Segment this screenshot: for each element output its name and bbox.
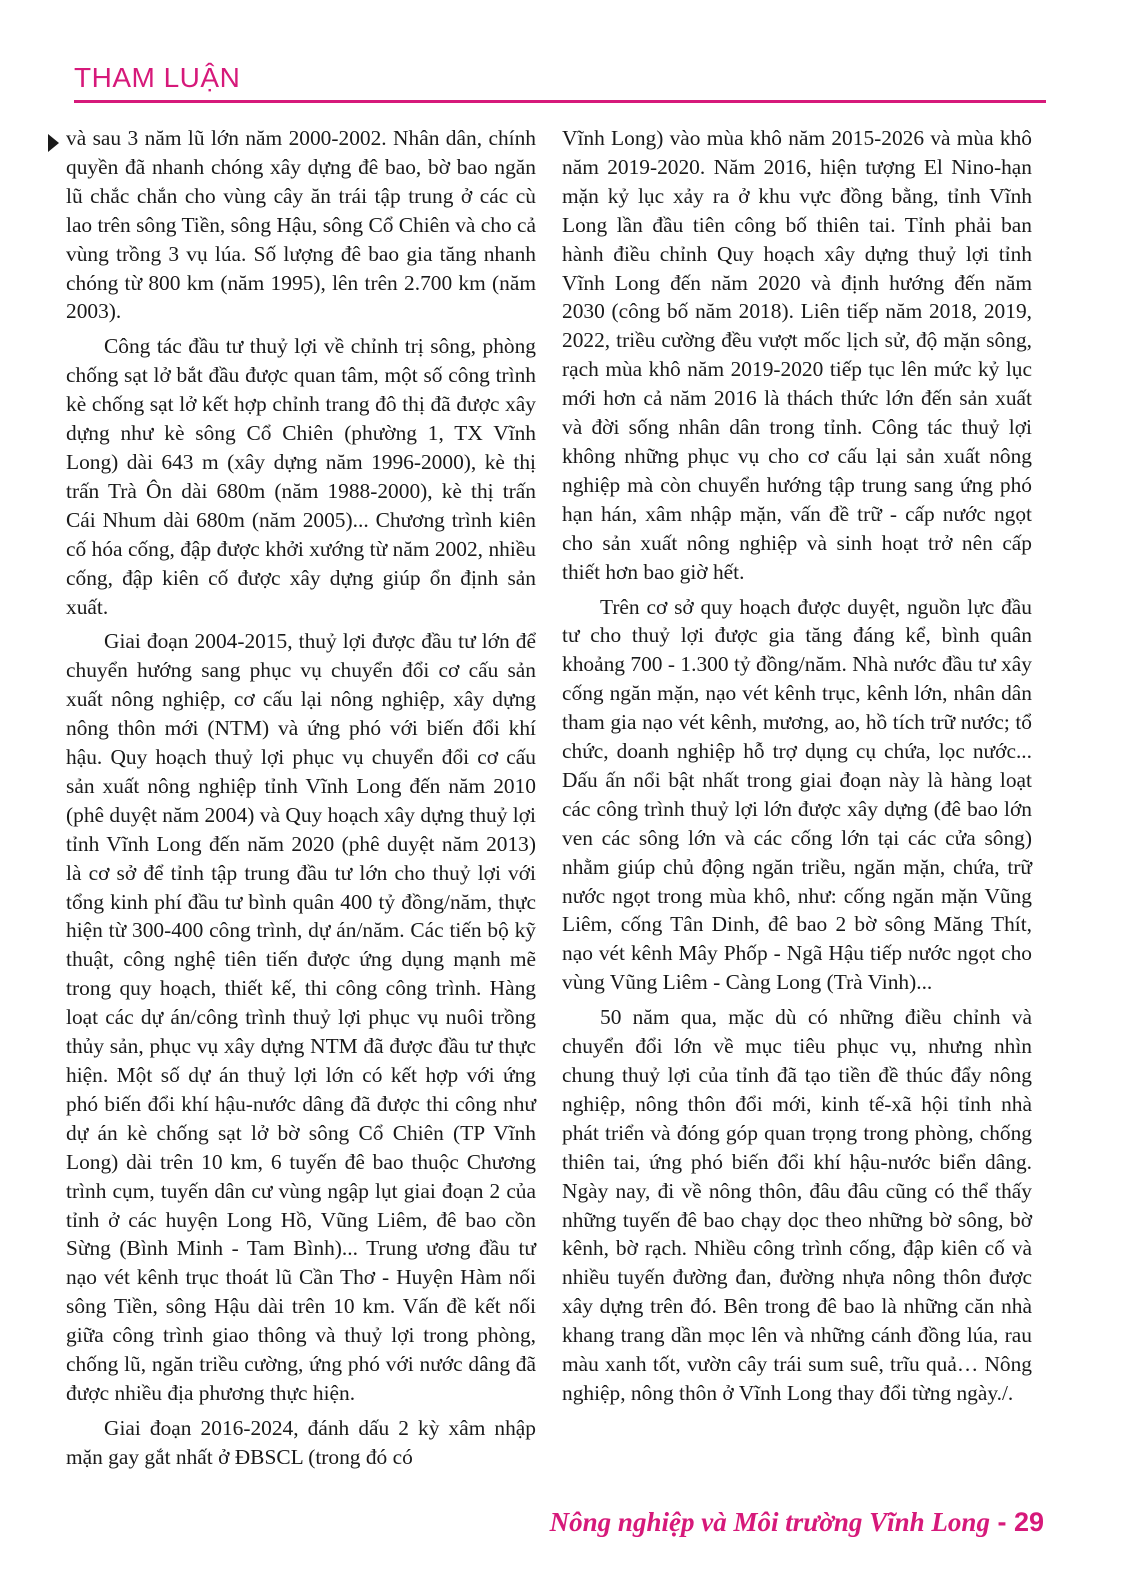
page-number: 29 bbox=[1013, 1507, 1044, 1537]
right-column bbox=[562, 124, 1032, 1414]
section-title: THAM LUẬN bbox=[74, 62, 241, 93]
paragraph: và sau 3 năm lũ lớn năm 2000-2002. Nhân dân, chính quyền đã nhanh chóng xây dựng đê bao, bờ bao ngăn lũ chắc chắn cho vùng cây ăn trái tập trung ở các cù lao trên sông Tiền, sông Hậu, sông Cổ Chiên và cho cả vùng trồng 3 vụ lúa. Số lượng đê bao gia tăng nhanh chóng từ 800 km (năm 1995), lên trên 2.700 km (năm 2003). bbox=[66, 126, 536, 324]
header-rule bbox=[74, 100, 1046, 103]
paragraph: 50 năm qua, mặc dù có những điều chỉnh và chuyển đổi lớn về mục tiêu phục vụ, nhưng nhìn chung thuỷ lợi của tỉnh đã tạo tiền đề thúc đẩy nông nghiệp, nông thôn đổi mới, kinh tế-xã hội tỉnh nhà phát triển và đóng góp quan trọng trong phòng, chống thiên tai, ứng phó biến đổi khí hậu-nước biển dâng. Ngày nay, đi về nông thôn, đâu đâu cũng có thể thấy những tuyến đê bao chạy dọc theo những bờ sông, bờ kênh, bờ rạch. Nhiều công trình cống, đập kiên cố và nhiều tuyến đường đan, đường nhựa nông thôn được xây dựng trên đó. Bên trong đê bao là những căn nhà khang trang dần mọc lên và những cánh đồng lúa, rau màu xanh tốt, vườn cây trái sum suê, trĩu quả… Nông nghiệp, nông thôn ở Vĩnh Long thay đổi từng ngày./. bbox=[562, 1005, 1032, 1405]
footer-separator: - bbox=[989, 1507, 1014, 1537]
paragraph: Giai đoạn 2004-2015, thuỷ lợi được đầu tư lớn để chuyển hướng sang phục vụ chuyển đổi cơ cấu sản xuất nông nghiệp, cơ cấu lại nông nghiệp, xây dựng nông thôn mới (NTM) và ứng phó với biến đổi khí hậu. Quy hoạch thuỷ lợi phục vụ chuyển đổi cơ cấu sản xuất nông nghiệp tỉnh Vĩnh Long đến năm 2010 (phê duyệt năm 2004) và Quy hoạch xây dựng thuỷ lợi tỉnh Vĩnh Long đến năm 2020 (phê duyệt năm 2013) là cơ sở để tỉnh tập trung đầu tư lớn cho thuỷ lợi với tổng kinh phí đầu tư bình quân 400 tỷ đồng/năm, thực hiện từ 300-400 công trình, dự án/năm. Các tiến bộ kỹ thuật, công nghệ tiên tiến được ứng dụng mạnh mẽ trong quy hoạch, thiết kế, thi công công trình. Hàng loạt các dự án/công trình thuỷ lợi phục vụ nuôi trồng thủy sản, phục vụ xây dựng NTM đã được đầu tư thực hiện. Một số dự án thuỷ lợi lớn có kết hợp với ứng phó biến đổi khí hậu-nước dâng đã được thi công như dự án kè chống sạt lở bờ sông Cổ Chiên (TP Vĩnh Long) dài trên 10 km, 6 tuyến đê bao thuộc Chương trình cụm, tuyến dân cư vùng ngập lụt giai đoạn 2 của tỉnh ở các huyện Long Hồ, Vũng Liêm, đê bao cồn Sừng (Bình Minh - Tam Bình)... Trung ương đầu tư nạo vét kênh trục thoát lũ Cần Thơ - Huyện Hàm nối sông Tiền, sông Hậu dài trên 10 km. Vấn đề kết nối giữa công trình giao thông và thuỷ lợi trong phòng, chống lũ, ngăn triều cường, ứng phó với nước dâng đã được nhiều địa phương thực hiện. bbox=[66, 629, 536, 1405]
paragraph: Trên cơ sở quy hoạch được duyệt, nguồn lực đầu tư cho thuỷ lợi được gia tăng đáng kể, bình quân khoảng 700 - 1.300 tỷ đồng/năm. Nhà nước đầu tư xây cống ngăn mặn, nạo vét kênh trục, kênh lớn, nhân dân tham gia nạo vét kênh, mương, ao, hồ tích trữ nước; tổ chức, doanh nghiệp hỗ trợ dụng cụ chứa, lọc nước... Dấu ấn nổi bật nhất trong giai đoạn này là hàng loạt các công trình thuỷ lợi lớn được xây dựng (đê bao lớn ven các sông lớn và các cống lớn tại các cửa sông) nhằm giúp chủ động ngăn triều, ngăn mặn, chứa, trữ nước ngọt trong mùa khô, như: cống ngăn mặn Vũng Liêm, cống Tân Dinh, đê bao 2 bờ sông Măng Thít, nạo vét kênh Mây Phốp - Ngã Hậu tiếp nước ngọt cho vùng Vũng Liêm - Càng Long (Trà Vinh)... bbox=[562, 594, 1032, 995]
paragraph: Vĩnh Long) vào mùa khô năm 2015-2026 và mùa khô năm 2019-2020. Năm 2016, hiện tượng El Nino-hạn mặn kỷ lục xảy ra ở khu vực đồng bằng, tỉnh Vĩnh Long lần đầu tiên công bố thiên tai. Tỉnh phải ban hành điều chỉnh Quy hoạch xây dựng thuỷ lợi tỉnh Vĩnh Long đến năm 2020 và định hướng đến năm 2030 (công bố năm 2018). Liên tiếp năm 2018, 2019, 2022, triều cường đều vượt mốc lịch sử, độ mặn sông, rạch mùa khô năm 2019-2020 tiếp tục lên mức kỷ lục mới hơn cả năm 2016 là thách thức lớn đến sản xuất và đời sống nhân dân trong tỉnh. Công tác thuỷ lợi không những phục vụ cho cơ cấu lại sản xuất nông nghiệp mà còn chuyển hướng tập trung sang ứng phó hạn hán, xâm nhập mặn, vấn đề trữ - cấp nước ngọt cho sản xuất nông nghiệp và sinh hoạt trở nên cấp thiết hơn bao giờ hết. bbox=[562, 126, 1032, 584]
page-footer bbox=[550, 1506, 1044, 1538]
bullet-marker-icon bbox=[48, 134, 59, 152]
left-column bbox=[66, 124, 536, 1478]
paragraph: Giai đoạn 2016-2024, đánh dấu 2 kỳ xâm nhập mặn gay gắt nhất ở ĐBSCL (trong đó có bbox=[66, 1415, 536, 1469]
magazine-name: Nông nghiệp và Môi trường Vĩnh Long bbox=[549, 1507, 990, 1537]
paragraph: Công tác đầu tư thuỷ lợi về chỉnh trị sông, phòng chống sạt lở bắt đầu được quan tâm, một số công trình kè chống sạt lở kết hợp chỉnh trang đô thị đã được xây dựng như kè sông Cổ Chiên (phường 1, TX Vĩnh Long) dài 643 m (xây dựng năm 1996-2000), kè thị trấn Trà Ôn dài 680m (năm 1988-2000), kè thị trấn Cái Nhum dài 680m (năm 2005)... Chương trình kiên cố hóa cống, đập được khởi xướng từ năm 2002, nhiều cống, đập kiên cố được xây dựng giúp ổn định sản xuất. bbox=[66, 334, 536, 619]
